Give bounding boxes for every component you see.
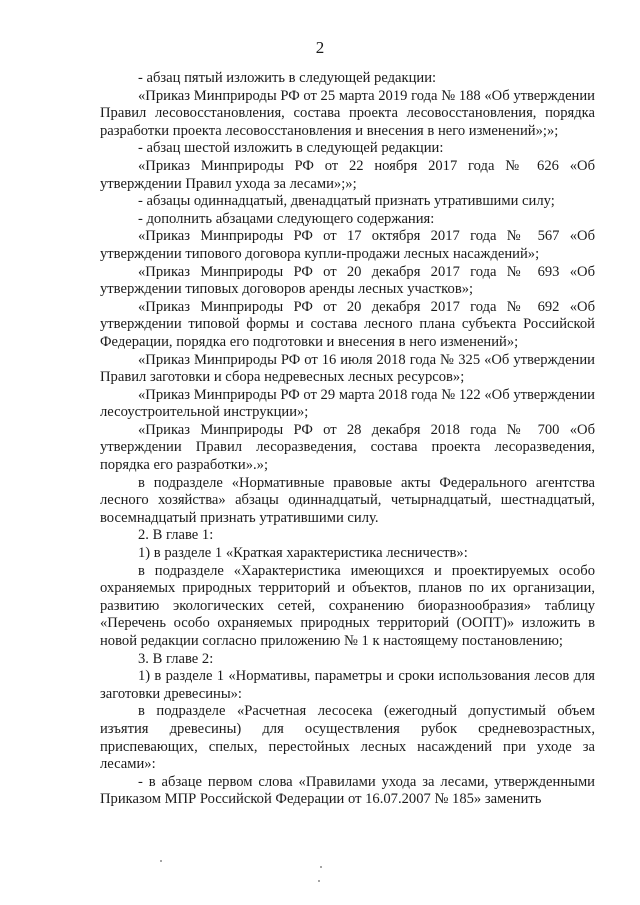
paragraph: «Приказ Минприроды РФ от 22 ноября 2017 года № 626 «Об утверждении Правил ухода за лесами»;»; xyxy=(100,157,595,192)
scan-speck xyxy=(320,866,322,868)
paragraph: в подразделе «Характеристика имеющихся и проектируемых особо охраняемых природных территорий и объектов, планов по их организации, развитию экологических сетей, сохранению биоразнообразия» таблицу «Перечень особо охраняемых природных территорий (ООПТ)» изложить в новой редакции согласно приложению № 1 к настоящему постановлению; xyxy=(100,562,595,649)
paragraph: «Приказ Минприроды РФ от 16 июля 2018 года № 325 «Об утверждении Правил заготовки и сбора недревесных лесных ресурсов»; xyxy=(100,351,595,386)
paragraph: - абзац пятый изложить в следующей редакции: xyxy=(138,70,437,86)
scan-speck xyxy=(318,880,320,882)
paragraph: 2. В главе 1: xyxy=(138,527,214,544)
paragraph: «Приказ Минприроды РФ от 17 октября 2017 года № 567 «Об утверждении типового договора купли-продажи лесных насаждений»; xyxy=(100,228,595,262)
paragraph: - в абзаце первом слова «Правилами ухода за лесами, утвержденными Приказом МПР Российской Федерации от 16.07.2007 № 185» заменить xyxy=(100,773,595,808)
scan-speck xyxy=(160,860,162,862)
paragraph: «Приказ Минприроды РФ от 28 декабря 2018 года № 700 «Об утверждении Правил лесоразведения, состава проекта лесоразведения, порядка его разработки».»; xyxy=(100,421,595,474)
paragraph: в подразделе «Нормативные правовые акты Федерального агентства лесного хозяйства» абзацы одиннадцатый, четырнадцатый, шестнадцатый, восемнадцатый признать утратившими силу. xyxy=(100,474,595,526)
paragraph: 1) в разделе 1 «Нормативы, параметры и сроки использования лесов для заготовки древесины»: xyxy=(100,668,595,702)
paragraph: в подразделе «Расчетная лесосека (ежегодный допустимый объем изъятия древесины) для осуществления рубок средневозрастных, приспевающих, спелых, перестойных лесных насаждений при уходе за лесами»: xyxy=(100,703,595,773)
paragraph: 3. В главе 2: xyxy=(138,650,214,667)
paragraph: «Приказ Минприроды РФ от 25 марта 2019 года № 188 «Об утверждении Правил лесовосстановления, состава проекта лесовосстановления, порядка разработки проекта лесовосстановления и внесения в него изменений»;»; xyxy=(100,87,595,139)
paragraph: «Приказ Минприроды РФ от 29 марта 2018 года № 122 «Об утверждении лесоустроительной инструкции»; xyxy=(100,386,595,421)
page-number: 2 xyxy=(315,38,325,57)
paragraph: 1) в разделе 1 «Краткая характеристика лесничеств»: xyxy=(138,545,468,562)
paragraph: - абзац шестой изложить в следующей редакции: xyxy=(138,140,444,157)
paragraph: «Приказ Минприроды РФ от 20 декабря 2017 года № 692 «Об утверждении типовой формы и состава лесного плана субъекта Российской Федерации, порядка его подготовки и внесения в него изменений»; xyxy=(100,298,595,350)
document-body xyxy=(100,70,595,809)
paragraph: - дополнить абзацами следующего содержания: xyxy=(138,210,435,227)
paragraph: - абзацы одиннадцатый, двенадцатый признать утратившими силу; xyxy=(138,193,555,210)
paragraph: «Приказ Минприроды РФ от 20 декабря 2017 года № 693 «Об утверждении типовых договоров аренды лесных участков»; xyxy=(100,263,595,298)
